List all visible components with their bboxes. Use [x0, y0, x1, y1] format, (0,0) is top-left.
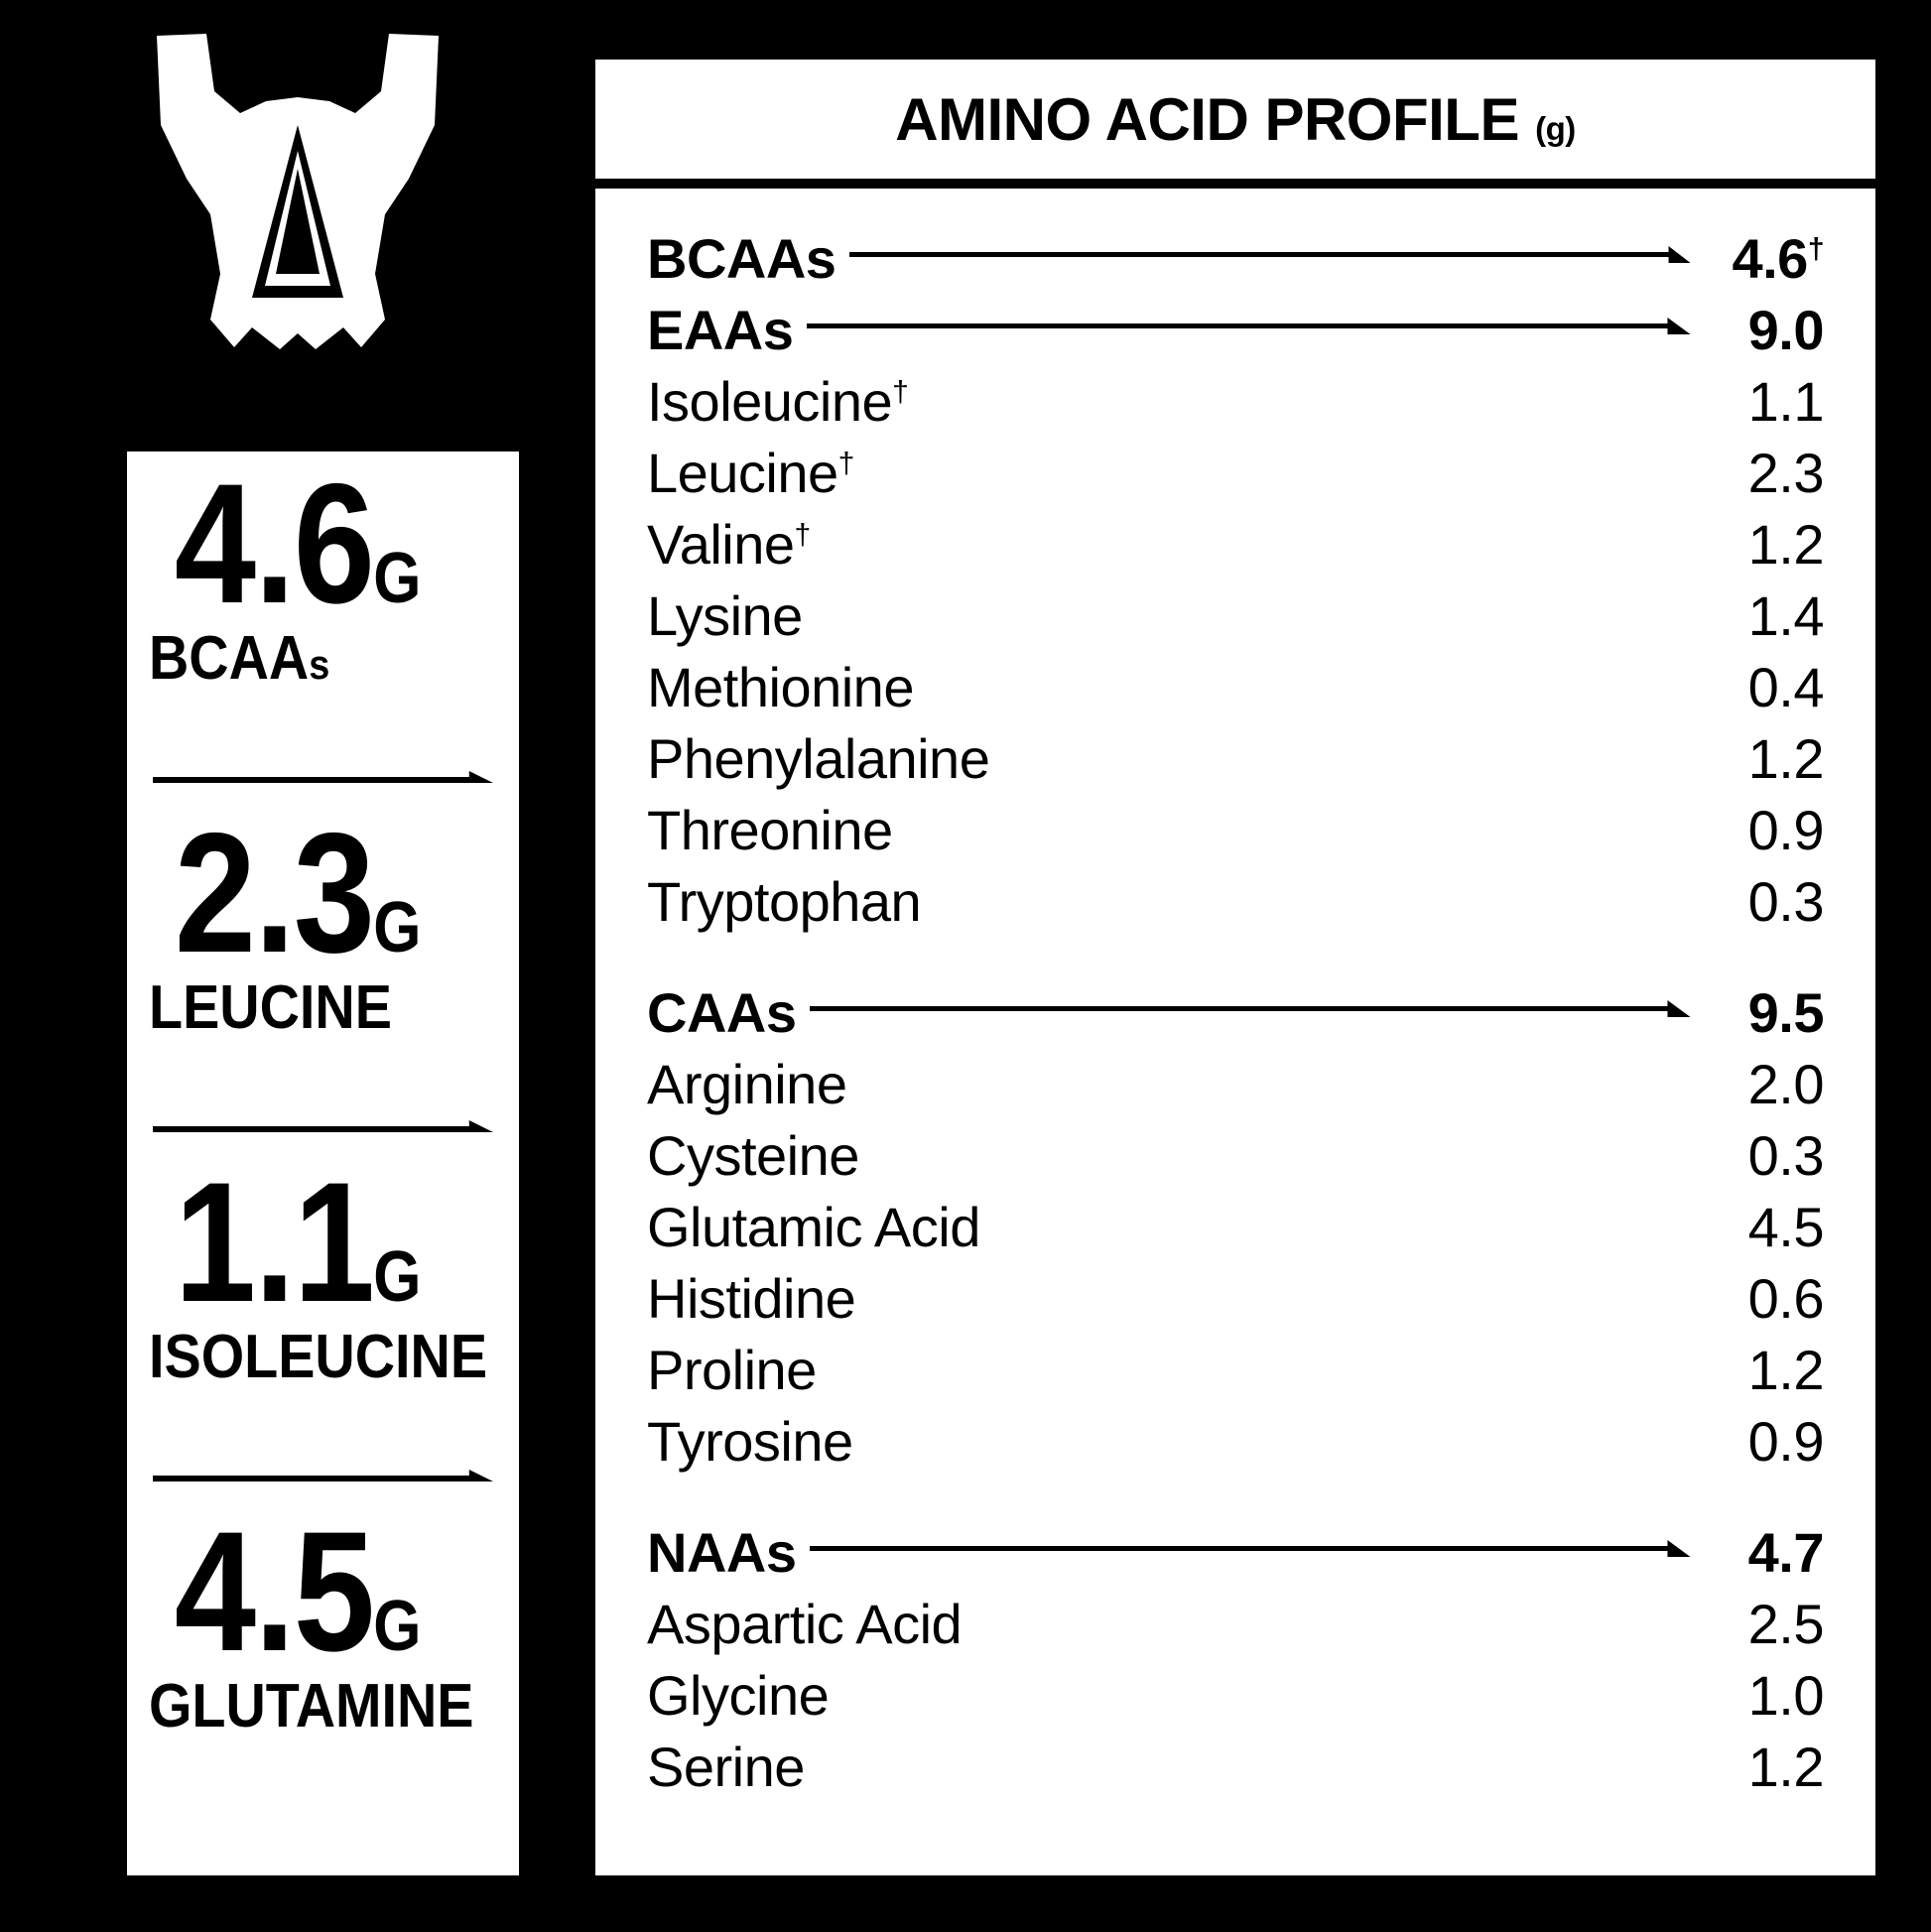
table-row — [647, 655, 1824, 726]
page-title: AMINO ACID PROFILE (g) — [895, 85, 1576, 153]
table-row — [647, 369, 1824, 441]
row-value: 9.5 — [1747, 981, 1824, 1044]
row-label: EAAs — [647, 299, 794, 361]
stat-divider-arrow — [153, 771, 493, 789]
stat-label: LEUCINE — [149, 973, 392, 1043]
table-row-bcaas — [647, 226, 1824, 298]
row-value: 1.2 — [1747, 513, 1824, 576]
leader-line — [807, 310, 1691, 345]
row-label: Histidine — [647, 1267, 856, 1330]
bull-head-logo-icon — [149, 30, 447, 417]
panel-title-bar — [595, 60, 1875, 179]
row-label: Lysine — [647, 584, 803, 647]
table-row — [647, 1735, 1824, 1806]
row-value: 0.6 — [1747, 1267, 1824, 1330]
row-label: Methionine — [647, 656, 914, 718]
row-label: NAAs — [647, 1521, 797, 1584]
group-spacer — [647, 941, 1824, 980]
amino-acid-table — [595, 189, 1875, 1875]
row-value: 1.2 — [1747, 1736, 1824, 1798]
table-row — [647, 1052, 1824, 1123]
stat-divider-arrow — [153, 1470, 493, 1487]
row-label: Proline — [647, 1339, 817, 1401]
row-value: 1.4 — [1747, 584, 1824, 647]
leader-line — [849, 238, 1691, 274]
table-row — [647, 1123, 1824, 1195]
leader-line — [810, 1532, 1691, 1568]
stat-divider-arrow — [153, 1120, 493, 1138]
left-column — [0, 0, 595, 1932]
row-label: Leucine† — [647, 442, 854, 504]
stat-glutamine — [149, 1496, 497, 1863]
row-value: 1.0 — [1747, 1664, 1824, 1727]
table-row — [647, 1195, 1824, 1266]
table-row — [647, 1592, 1824, 1663]
row-value: 4.6† — [1732, 227, 1824, 290]
profile-panel — [595, 60, 1875, 1875]
row-label: Phenylalanine — [647, 727, 990, 790]
stat-value: 2.3G — [174, 798, 422, 988]
row-label: Valine† — [647, 513, 811, 576]
row-value: 1.1 — [1747, 370, 1824, 433]
row-value: 4.7 — [1747, 1521, 1824, 1584]
row-label: Threonine — [647, 799, 893, 861]
table-row — [647, 726, 1824, 798]
row-label: Tryptophan — [647, 870, 922, 933]
row-label: BCAAs — [647, 227, 837, 290]
table-row — [647, 441, 1824, 512]
row-label: CAAs — [647, 981, 797, 1044]
row-value: 4.5 — [1747, 1196, 1824, 1258]
stat-label: BCAAs — [149, 624, 330, 694]
table-row — [647, 583, 1824, 655]
row-label: Glycine — [647, 1664, 830, 1727]
row-value: 2.3 — [1747, 442, 1824, 504]
table-row-naas — [647, 1520, 1824, 1592]
table-row — [647, 1663, 1824, 1735]
stat-leucine — [149, 798, 497, 1164]
table-row — [647, 1409, 1824, 1481]
row-value: 9.0 — [1747, 299, 1824, 361]
row-value: 0.3 — [1747, 870, 1824, 933]
row-value: 0.3 — [1747, 1124, 1824, 1187]
table-row — [647, 869, 1824, 941]
row-value: 0.9 — [1747, 1410, 1824, 1473]
row-label: Tyrosine — [647, 1410, 853, 1473]
stat-isoleucine — [149, 1147, 497, 1513]
stat-value: 4.5G — [174, 1496, 422, 1687]
row-value: 0.9 — [1747, 799, 1824, 861]
row-value: 1.2 — [1747, 1339, 1824, 1401]
table-row — [647, 798, 1824, 869]
row-value: 1.2 — [1747, 727, 1824, 790]
row-label: Cysteine — [647, 1124, 859, 1187]
stat-label: ISOLEUCINE — [149, 1323, 488, 1392]
leader-line — [810, 992, 1691, 1028]
table-row — [647, 1338, 1824, 1409]
row-label: Glutamic Acid — [647, 1196, 980, 1258]
row-label: Arginine — [647, 1053, 847, 1115]
row-label: Isoleucine† — [647, 370, 909, 433]
row-label: Aspartic Acid — [647, 1593, 963, 1655]
row-label: Serine — [647, 1736, 805, 1798]
row-value: 2.0 — [1747, 1053, 1824, 1115]
stat-label: GLUTAMINE — [149, 1672, 474, 1741]
stat-value: 1.1G — [174, 1147, 422, 1338]
row-value: 2.5 — [1747, 1593, 1824, 1655]
table-row — [647, 1266, 1824, 1338]
row-value: 0.4 — [1747, 656, 1824, 718]
group-spacer — [647, 1481, 1824, 1520]
highlight-stats-card — [127, 451, 519, 1875]
table-row-eaas — [647, 298, 1824, 369]
stat-value: 4.6G — [174, 449, 422, 639]
stat-bcaas — [149, 449, 497, 815]
table-row — [647, 512, 1824, 583]
table-row-caas — [647, 980, 1824, 1052]
